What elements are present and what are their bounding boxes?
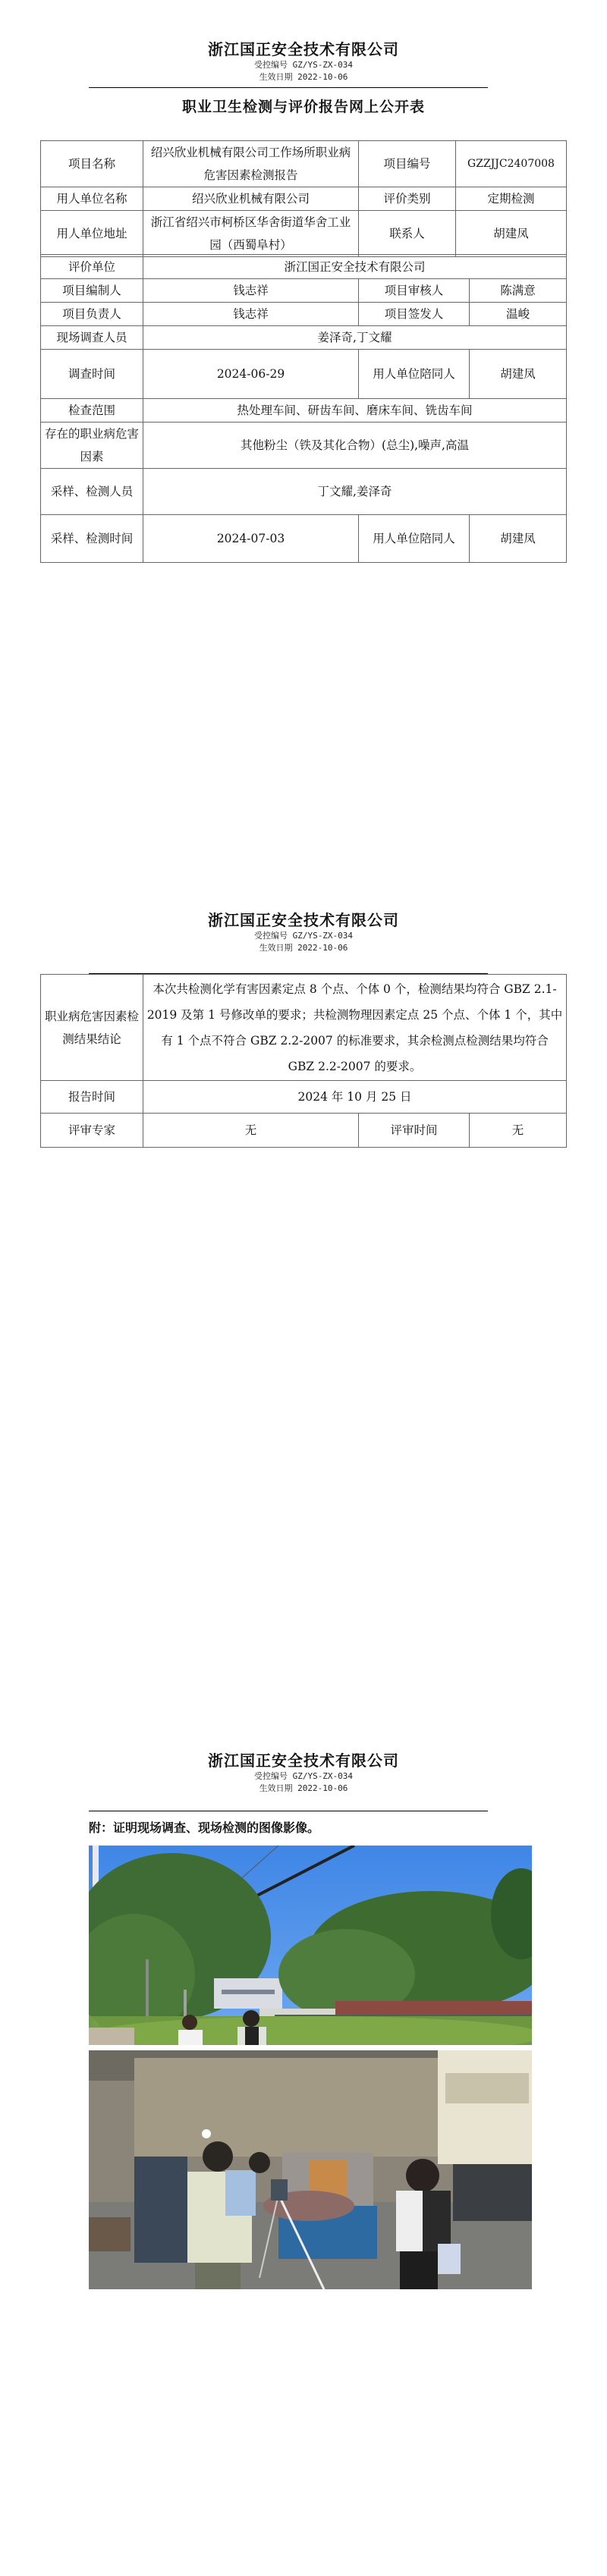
table-row [41, 350, 567, 399]
company-name: 浙江国正安全技术有限公司 [208, 911, 399, 929]
effective-date: 生效日期 2022-10-06 [259, 943, 348, 953]
page-3 [0, 1692, 607, 2576]
evaluation-unit-value: 浙江国正安全技术有限公司 [143, 255, 567, 279]
compiler-value: 钱志祥 [143, 279, 359, 303]
site-survey-image [89, 1846, 532, 2045]
sampling-accompanying-label: 用人单位陪同人 [359, 515, 470, 563]
table-row [41, 975, 567, 1081]
reviewer-label: 项目审核人 [359, 279, 470, 303]
samplers-label: 采样、检测人员 [41, 469, 143, 515]
review-time-value: 无 [470, 1114, 567, 1148]
contact-label: 联系人 [359, 211, 456, 257]
issuer-value: 温峻 [470, 303, 567, 326]
evaluation-type-value: 定期检测 [456, 187, 567, 211]
compiler-label: 项目编制人 [41, 279, 143, 303]
table-row [41, 1081, 567, 1114]
table-row [41, 211, 567, 257]
effective-date: 生效日期 2022-10-06 [259, 72, 348, 82]
site-survey-photo [89, 1846, 532, 2045]
lead-label: 项目负责人 [41, 303, 143, 326]
employer-address-label: 用人单位地址 [41, 211, 143, 257]
letterhead [0, 1751, 607, 1795]
conclusion-value: 本次共检测化学有害因素定点 8 个点、个体 0 个，检测结果均符合 GBZ 2.1-2019 及第 1 号修改单的要求；共检测物理因素定点 25 个点、个体 1 个，其中有 1 个点不符合 GBZ 2.2-2007 的标准要求，其余检测点检测结果均符合 GBZ 2.2-2007 的要求。 [143, 975, 567, 1081]
accompanying-person-value: 胡建凤 [470, 350, 567, 399]
table-row [41, 303, 567, 326]
table-row [41, 469, 567, 515]
contact-value: 胡建凤 [456, 211, 567, 257]
scope-value: 热处理车间、研齿车间、磨床车间、铣齿车间 [143, 399, 567, 423]
effective-date: 生效日期 2022-10-06 [259, 1783, 348, 1793]
investigation-time-label: 调查时间 [41, 350, 143, 399]
disclosure-table [40, 140, 567, 257]
control-number: 受控编号 GZ/YS-ZX-034 [253, 931, 354, 941]
samplers-value: 丁文耀,姜泽奇 [143, 469, 567, 515]
report-time-label: 报告时间 [41, 1081, 143, 1114]
letterhead [0, 39, 607, 83]
hazards-value: 其他粉尘（铁及其化合物）(总尘),噪声,高温 [143, 423, 567, 469]
employer-name-value: 绍兴欣业机械有限公司 [143, 187, 359, 211]
annex-caption: 附：证明现场调查、现场检测的图像影像。 [89, 1820, 320, 1835]
header-divider [89, 87, 488, 88]
reviewer-value: 陈满意 [470, 279, 567, 303]
table-row [41, 423, 567, 469]
table-row [41, 187, 567, 211]
employer-address-value: 浙江省绍兴市柯桥区华舍街道华舍工业园（西蜀阜村） [143, 211, 359, 257]
report-time-value: 2024 年 10 月 25 日 [143, 1081, 567, 1114]
review-time-label: 评审时间 [359, 1114, 470, 1148]
lead-value: 钱志祥 [143, 303, 359, 326]
review-expert-value: 无 [143, 1114, 359, 1148]
evaluation-unit-label: 评价单位 [41, 255, 143, 279]
sampling-time-value: 2024-07-03 [143, 515, 359, 563]
table-row [41, 326, 567, 350]
sampling-time-label: 采样、检测时间 [41, 515, 143, 563]
table-row [41, 399, 567, 423]
review-expert-label: 评审专家 [41, 1114, 143, 1148]
disclosure-table-continued [40, 254, 567, 563]
site-measurement-image [89, 2050, 532, 2289]
page-title: 职业卫生检测与评价报告网上公开表 [181, 99, 425, 115]
conclusion-table [40, 974, 567, 1148]
project-name-label: 项目名称 [41, 141, 143, 187]
table-row [41, 515, 567, 563]
investigation-time-value: 2024-06-29 [143, 350, 359, 399]
page-1 [0, 0, 607, 857]
table-row [41, 279, 567, 303]
investigators-label: 现场调查人员 [41, 326, 143, 350]
control-number: 受控编号 GZ/YS-ZX-034 [253, 1771, 354, 1781]
site-measurement-photo [89, 2050, 532, 2289]
table-row [41, 255, 567, 279]
page-2 [0, 857, 607, 1692]
company-name: 浙江国正安全技术有限公司 [208, 1751, 399, 1770]
hazards-label: 存在的职业病危害因素 [41, 423, 143, 469]
control-number: 受控编号 GZ/YS-ZX-034 [253, 60, 354, 70]
scope-label: 检查范围 [41, 399, 143, 423]
project-name-value: 绍兴欣业机械有限公司工作场所职业病危害因素检测报告 [143, 141, 359, 187]
conclusion-label: 职业病危害因素检测结果结论 [41, 975, 143, 1081]
issuer-label: 项目签发人 [359, 303, 470, 326]
evaluation-type-label: 评价类别 [359, 187, 456, 211]
sampling-accompanying-value: 胡建凤 [470, 515, 567, 563]
investigators-value: 姜泽奇,丁文耀 [143, 326, 567, 350]
employer-name-label: 用人单位名称 [41, 187, 143, 211]
company-name: 浙江国正安全技术有限公司 [208, 40, 399, 58]
project-number-label: 项目编号 [359, 141, 456, 187]
accompanying-person-label: 用人单位陪同人 [359, 350, 470, 399]
table-row [41, 1114, 567, 1148]
project-number-value: GZZJJC2407008 [456, 141, 567, 187]
letterhead [0, 910, 607, 954]
table-row [41, 141, 567, 187]
